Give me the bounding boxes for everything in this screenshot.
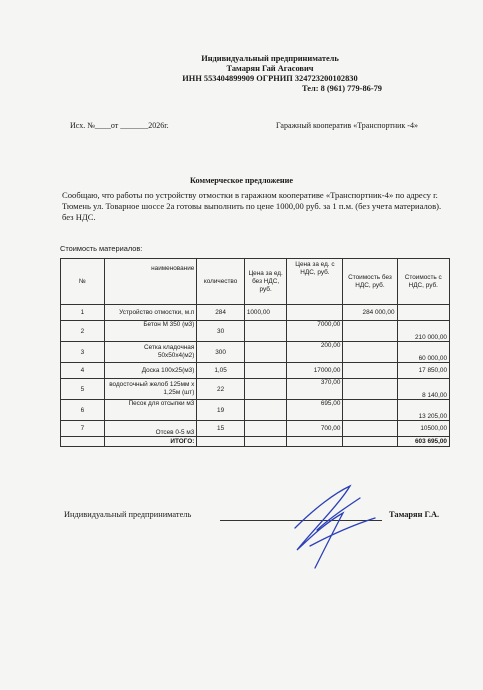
cell-price-no-vat [244,400,287,421]
col-header-cost-no-vat: Стоимость без НДС, руб. [343,259,397,305]
col-header-qty: количество [197,259,245,305]
cell-qty: 19 [197,400,245,421]
total-label: ИТОГО: [104,437,197,447]
cell-price-no-vat [244,342,287,363]
cell-price-vat: 17000,00 [287,363,343,379]
cell-cost-no-vat [343,421,397,437]
letterhead-line-3: ИНН 553404899909 ОГРНИП 324723200102830 [182,74,358,83]
cell-qty: 1,05 [197,363,245,379]
table-row [61,400,450,421]
cell-name: Доска 100х25(м3) [104,363,197,379]
cell-cost-no-vat [343,363,397,379]
cell-price-no-vat [244,321,287,342]
cell-price-vat: 7000,00 [287,321,343,342]
col-header-no: № [61,259,105,305]
cell-name: водосточный желоб 125мм х 1,25м (шт) [104,379,197,400]
doc-title: Коммерческое предложение [190,176,293,185]
table-row [61,342,450,363]
cell-price-no-vat [244,363,287,379]
table-row [61,363,450,379]
total-value: 603 695,00 [397,437,449,447]
cell-name: Отсев 0-5 м3 [104,421,197,437]
cell-cost-vat [397,305,449,321]
table-row [61,321,450,342]
cell-cost-no-vat [343,342,397,363]
outgoing-ref: Исх. №____от _______2026г. [70,121,169,130]
cell-qty: 30 [197,321,245,342]
materials-table [60,258,450,447]
cell-cost-vat: 8 140,00 [397,379,449,400]
table-total-row [61,437,450,447]
table-header-row [61,259,450,305]
cell-name: Бетон М 350 (м3) [104,321,197,342]
signatory-name: Тамарян Г.А. [389,510,440,519]
cell-name: Сетка кладочная 50х50х4(м2) [104,342,197,363]
table-row [61,379,450,400]
cell-qty: 284 [197,305,245,321]
materials-label: Стоимость материалов: [60,244,143,253]
cell-name: Песок для отсыпки м3 [104,400,197,421]
table-row [61,305,450,321]
cell-cost-vat: 13 205,00 [397,400,449,421]
letterhead-line-1: Индивидуальный предприниматель [201,54,339,63]
cell-price-no-vat: 1000,00 [244,305,287,321]
cell-cost-no-vat [343,321,397,342]
cell-cost-vat: 10500,00 [397,421,449,437]
cell-price-vat [287,305,343,321]
cell-no: 7 [61,421,105,437]
col-header-price-no-vat: Цена за ед. без НДС, руб. [244,259,287,305]
cell-price-vat: 200,00 [287,342,343,363]
cell-qty: 22 [197,379,245,400]
cell-qty: 15 [197,421,245,437]
cell-cost-no-vat: 284 000,00 [343,305,397,321]
cell-no: 5 [61,379,105,400]
cell-price-vat: 695,00 [287,400,343,421]
signature-stroke [295,486,375,568]
letterhead-phone: Тел: 8 (961) 779-86-79 [302,84,382,93]
col-header-cost-vat: Стоимость с НДС, руб. [397,259,449,305]
col-header-name: наименование [104,259,197,305]
cell-no: 6 [61,400,105,421]
recipient: Гаражный кооператив «Транспортник -4» [276,121,418,130]
body-text: Сообщаю, что работы по устройству отмостки в гаражном кооперативе «Транспортник-4» по адресу г. Тюмень ул. Товарное шоссе 2а готовы выполнить по цене 1000,00 руб. за 1 п.м. (без учета материалов). без НДС. [62,190,442,222]
table-row [61,421,450,437]
handwritten-signature [255,468,395,578]
cell-cost-no-vat [343,379,397,400]
cell-qty: 300 [197,342,245,363]
cell-cost-no-vat [343,400,397,421]
letterhead [150,54,390,94]
cell-no: 3 [61,342,105,363]
cell-price-no-vat [244,421,287,437]
letterhead-line-2: Тамарян Гай Агасович [226,64,314,73]
cell-no: 1 [61,305,105,321]
cell-no: 2 [61,321,105,342]
cell-cost-vat: 60 000,00 [397,342,449,363]
cell-cost-vat: 210 000,00 [397,321,449,342]
cell-no: 4 [61,363,105,379]
signatory-title: Индивидуальный предприниматель [64,510,192,519]
cell-price-vat: 370,00 [287,379,343,400]
cell-cost-vat: 17 850,00 [397,363,449,379]
cell-name: Устройство отмостки, м.п [104,305,197,321]
cell-price-no-vat [244,379,287,400]
cell-price-vat: 700,00 [287,421,343,437]
col-header-price-vat: Цена за ед. с НДС, руб. [287,259,343,305]
